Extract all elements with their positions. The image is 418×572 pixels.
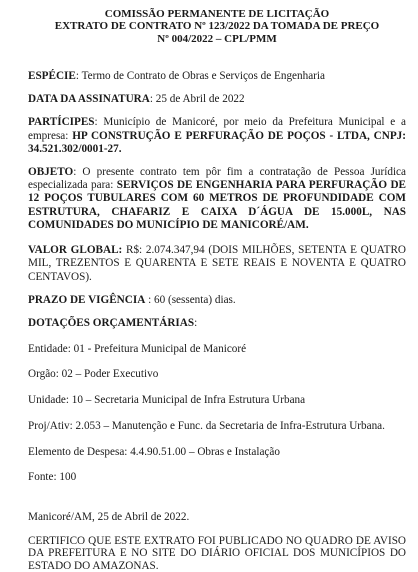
data-assinatura-paragraph <box>28 93 406 106</box>
document-page <box>28 8 406 572</box>
dotacao-proj-ativ: Proj/Ativ: 2.053 – Manutenção e Func. da Secretaria de Infra-Estrutura Urbana. <box>28 419 385 432</box>
data-assinatura-value: : 25 de Abril de 2022 <box>149 93 245 106</box>
objeto-text: : O presente contrato tem pôr fim a contratação de Pessoa Jurídica especializada para: <box>28 166 406 192</box>
participes-company: HP CONSTRUÇÃO E PERFURAÇÃO DE POÇOS - LTDA, CNPJ: 34.521.302/0001-27. <box>28 129 406 155</box>
dotacoes-label: DOTAÇÕES ORÇAMENTÁRIAS <box>28 317 195 329</box>
header-process-number: Nº 004/2022 – CPL/PMM <box>157 32 277 45</box>
dotacao-elemento: Elemento de Despesa: 4.4.90.51.00 – Obras e Instalação <box>28 445 280 458</box>
valor-value: R$: 2.074.347,94 (DOIS MILHÕES, SETENTA E QUATRO MIL, TREZENTOS E QUARENTA E SETE REAIS E NOVENTA E QUATRO CENTAVOS). <box>28 244 406 283</box>
prazo-value: : 60 (sessenta) dias. <box>145 293 236 306</box>
participes-paragraph <box>28 116 406 156</box>
valor-label: VALOR GLOBAL: <box>28 244 123 257</box>
especie-value: : Termo de Contrato de Obras e Serviços de Engenharia <box>75 69 325 82</box>
dotacao-unidade: Unidade: 10 – Secretaria Municipal de Infra Estrutura Urbana <box>28 394 306 407</box>
place-and-date: Manicoré/AM, 25 de Abril de 2022. <box>28 510 190 523</box>
header-commission: COMISSÃO PERMANENTE DE LICITAÇÃO <box>104 8 330 20</box>
especie-paragraph <box>28 70 406 83</box>
objeto-service: SERVIÇOS DE ENGENHARIA PARA PERFURAÇÃO DE 12 POÇOS TUBULARES COM 60 METROS DE PROFUNDIDADE COM ESTRUTURA, CHAFARIZ E CAIXA D´ÁGUA DE 15.000L, NAS COMUNIDADES DO MUNICÍPIO DE MANICORÉ/AM. <box>28 179 406 231</box>
objeto-label: OBJETO <box>28 166 74 179</box>
header-contract-extract: EXTRATO DE CONTRATO Nº 123/2022 DA TOMADA DE PREÇO <box>54 20 380 33</box>
data-assinatura-label: DATA DA ASSINATURA <box>28 93 150 106</box>
participes-text: : Município de Manicoré, por meio da Prefeitura Municipal e a empresa: <box>28 116 406 142</box>
participes-label: PARTÍCIPES <box>28 116 95 129</box>
dotacoes-suffix: : <box>194 317 198 329</box>
objeto-paragraph <box>28 166 406 232</box>
dotacao-fonte: Fonte: 100 <box>28 471 77 484</box>
dotacao-entidade: Entidade: 01 - Prefeitura Municipal de Manicoré <box>28 342 247 355</box>
dotacao-orgao: Orgão: 02 – Poder Executivo <box>28 368 159 381</box>
prazo-label: PRAZO DE VIGÊNCIA <box>28 293 146 306</box>
especie-label: ESPÉCIE <box>28 69 76 82</box>
dotacoes-heading <box>28 317 406 330</box>
certification-text: CERTIFICO QUE ESTE EXTRATO FOI PUBLICADO NO QUADRO DE AVISO DA PREFEITURA E NO SITE DO DIÁRIO OFICIAL DOS MUNICÍPIOS DO ESTADO DO AMAZONAS. <box>28 534 406 572</box>
document-header <box>28 8 406 45</box>
prazo-paragraph <box>28 294 406 307</box>
valor-paragraph <box>28 244 406 284</box>
